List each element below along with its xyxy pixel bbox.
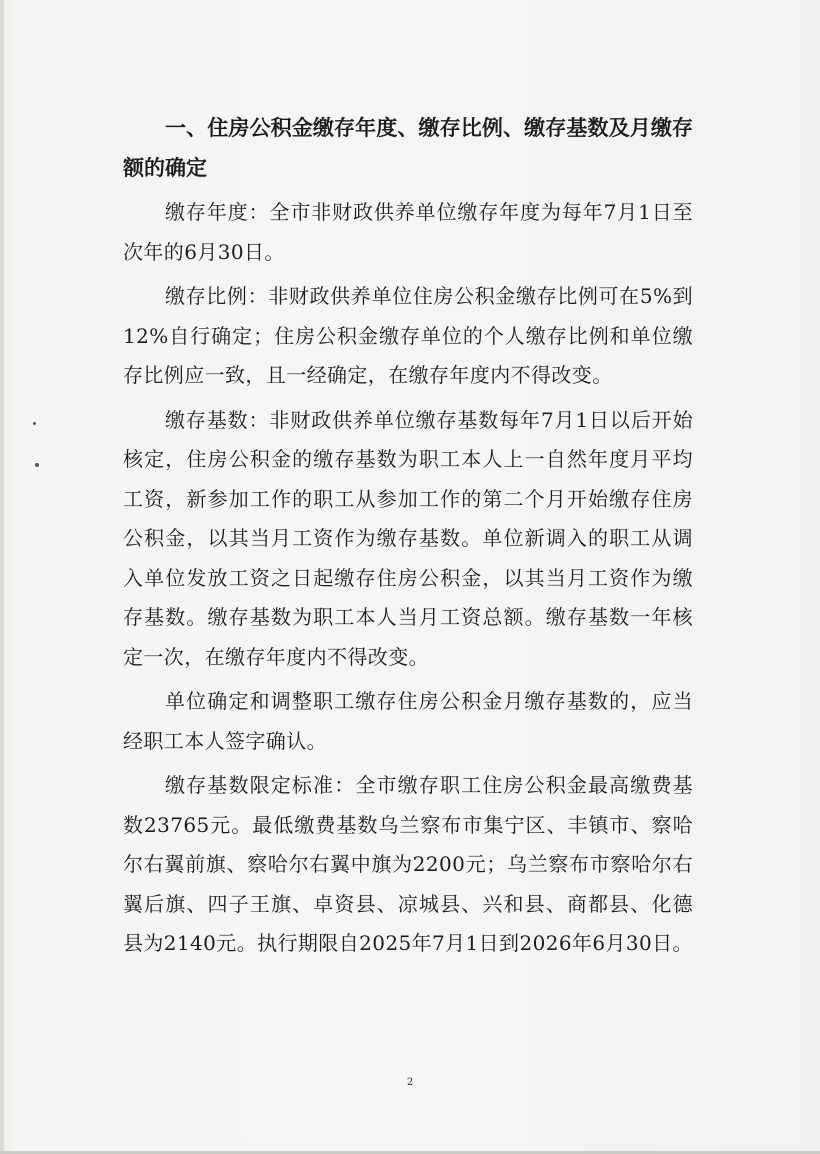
- scan-speck: [35, 463, 39, 467]
- page-number: 2: [406, 1077, 414, 1088]
- scan-edge-left: [0, 0, 4, 1154]
- paragraph-contribution-ratio: 缴存比例：非财政供养单位住房公积金缴存比例可在5%到12%自行确定；住房公积金缴存单位的个人缴存比例和单位缴存比例应一致，且一经确定，在缴存年度内不得改变。: [123, 284, 693, 387]
- document-body: [123, 108, 693, 969]
- section-heading: 一、住房公积金缴存年度、缴存比例、缴存基数及月缴存额的确定: [123, 116, 693, 180]
- scan-speck: [33, 422, 36, 425]
- paragraph-base-confirmation: 单位确定和调整职工缴存住房公积金月缴存基数的，应当经职工本人签字确认。: [123, 689, 693, 753]
- paragraph-contribution-year: 缴存年度：全市非财政供养单位缴存年度为每年7月1日至次年的6月30日。: [123, 200, 693, 264]
- paragraph-contribution-base: 缴存基数：非财政供养单位缴存基数每年7月1日以后开始核定，住房公积金的缴存基数为职工本人上一自然年度月平均工资，新参加工作的职工从参加工作的第二个月开始缴存住房公积金，以其当月工资作为缴存基数。单位新调入的职工从调入单位发放工资之日起缴存住房公积金，以其当月工资作为缴存基数。缴存基数为职工本人当月工资总额。缴存基数一年核定一次，在缴存年度内不得改变。: [123, 407, 693, 669]
- paragraph-base-limits: 缴存基数限定标准：全市缴存职工住房公积金最高缴费基数23765元。最低缴费基数乌兰察布市集宁区、丰镇市、察哈尔右翼前旗、察哈尔右翼中旗为2200元；乌兰察布市察哈尔右翼后旗、四子王旗、卓资县、凉城县、兴和县、商都县、化德县为2140元。执行期限自2025年7月1日到2026年6月30日。: [123, 773, 693, 955]
